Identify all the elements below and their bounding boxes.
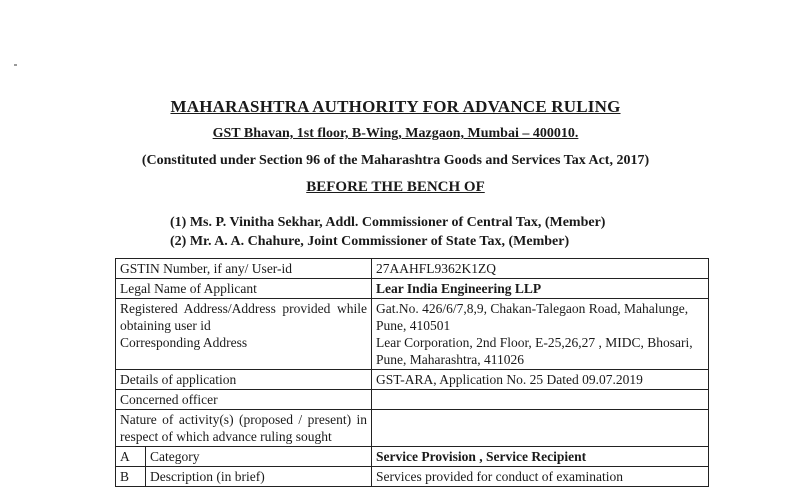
category-value: Service Provision , Service Recipient xyxy=(372,447,709,467)
description-value: Services provided for conduct of examination xyxy=(372,467,709,487)
nature-value xyxy=(372,410,709,447)
application-label: Details of application xyxy=(116,370,372,390)
nature-label: Nature of activity(s) (proposed / present) in respect of which advance ruling sought xyxy=(116,410,372,447)
member-1: (1) Ms. P. Vinitha Sekhar, Addl. Commissioner of Central Tax, (Member) xyxy=(170,215,606,230)
scan-speck xyxy=(14,64,17,66)
description-label: Description (in brief) xyxy=(146,467,372,487)
corresponding-address-value: Lear Corporation, 2nd Floor, E-25,26,27 , MIDC, Bhosari, Pune, Maharashtra, 411026 xyxy=(376,335,693,367)
table-row xyxy=(116,410,709,447)
table-row xyxy=(116,299,709,370)
bench-heading: BEFORE THE BENCH OF xyxy=(306,179,485,195)
authority-title: MAHARASHTRA AUTHORITY FOR ADVANCE RULING xyxy=(170,97,621,116)
authority-address: GST Bhavan, 1st floor, B-Wing, Mazgaon, Mumbai – 400010. xyxy=(212,126,579,141)
constituted-note: (Constituted under Section 96 of the Maharashtra Goods and Services Tax Act, 2017) xyxy=(141,153,650,168)
table-row xyxy=(116,447,709,467)
row-b-letter: B xyxy=(116,467,146,487)
application-value: GST-ARA, Application No. 25 Dated 09.07.2019 xyxy=(372,370,709,390)
address-value xyxy=(372,299,709,370)
table-row xyxy=(116,279,709,299)
table-row xyxy=(116,370,709,390)
corresponding-address-label: Corresponding Address xyxy=(120,335,248,350)
legal-name-value: Lear India Engineering LLP xyxy=(372,279,709,299)
registered-address-value: Gat.No. 426/6/7,8,9, Chakan-Talegaon Road, Mahalunge, Pune, 410501 xyxy=(376,301,689,333)
row-a-letter: A xyxy=(116,447,146,467)
gstin-value: 27AAHFL9362K1ZQ xyxy=(372,259,709,279)
registered-address-label: Registered Address/Address provided while obtaining user id xyxy=(120,301,367,333)
legal-name-label: Legal Name of Applicant xyxy=(116,279,372,299)
gstin-label: GSTIN Number, if any/ User-id xyxy=(116,259,372,279)
applicant-details-table xyxy=(115,258,709,487)
address-label xyxy=(116,299,372,370)
member-2: (2) Mr. A. A. Chahure, Joint Commissioner of State Tax, (Member) xyxy=(170,234,570,249)
table-row xyxy=(116,467,709,487)
officer-label: Concerned officer xyxy=(116,390,372,410)
table-row xyxy=(116,259,709,279)
table-row xyxy=(116,390,709,410)
officer-value xyxy=(372,390,709,410)
category-label: Category xyxy=(146,447,372,467)
